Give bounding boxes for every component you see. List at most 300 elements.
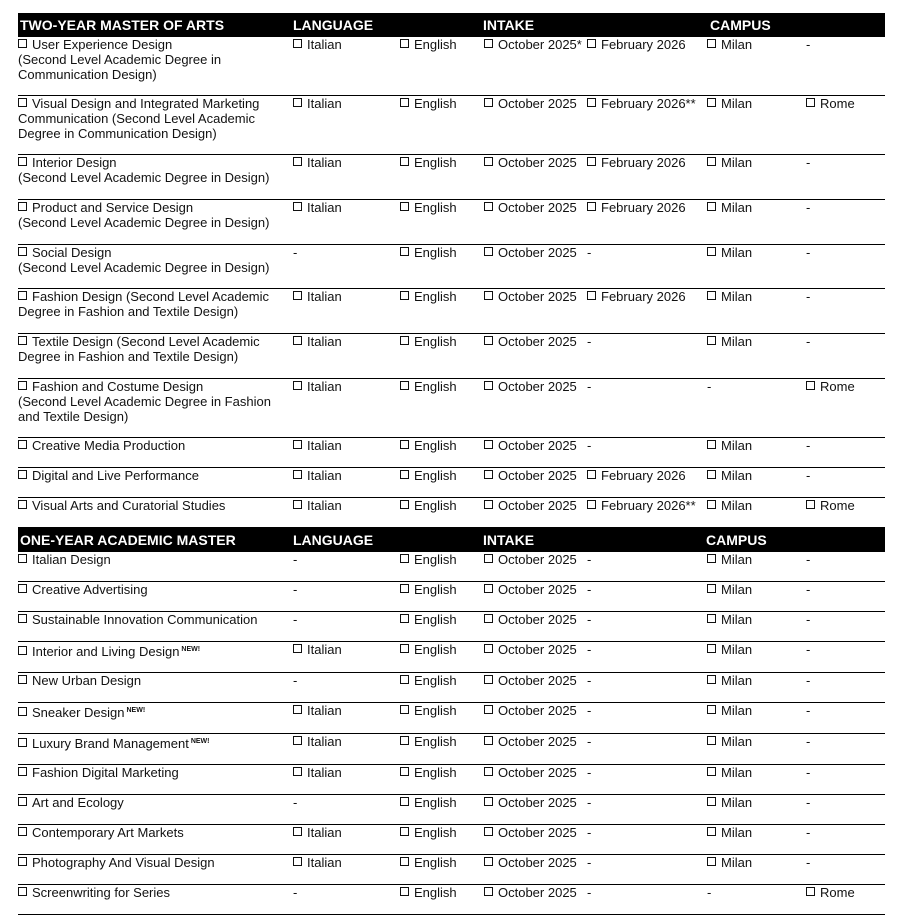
checkbox-icon[interactable] [293, 157, 302, 166]
checkbox-icon[interactable] [707, 767, 716, 776]
program-title: Art and Ecology [32, 795, 124, 810]
option-label: Italian [307, 438, 342, 453]
checkbox-icon[interactable] [18, 157, 27, 166]
checkbox-icon[interactable] [707, 705, 716, 714]
program-name[interactable] [18, 438, 290, 453]
language-english-option[interactable] [400, 885, 457, 900]
checkbox-icon[interactable] [587, 39, 596, 48]
intake-february-option[interactable] [587, 37, 686, 52]
intake-october-option[interactable] [484, 334, 577, 349]
program-name[interactable] [18, 734, 290, 751]
not-available-dash [293, 795, 297, 810]
campus-milan-option[interactable] [707, 855, 752, 870]
option-label: - [806, 334, 811, 349]
checkbox-icon[interactable] [707, 336, 716, 345]
language-english-option[interactable] [400, 334, 457, 349]
checkbox-icon[interactable] [18, 98, 27, 107]
program-name[interactable] [18, 155, 290, 185]
checkbox-icon[interactable] [806, 381, 815, 390]
checkbox-icon[interactable] [484, 336, 493, 345]
program-row [18, 673, 885, 703]
intake-february-option[interactable] [587, 498, 696, 513]
checkbox-icon[interactable] [400, 887, 409, 896]
checkbox-icon[interactable] [707, 736, 716, 745]
program-name[interactable] [18, 552, 290, 567]
checkbox-icon[interactable] [293, 767, 302, 776]
checkbox-icon[interactable] [484, 797, 493, 806]
checkbox-icon[interactable] [400, 39, 409, 48]
checkbox-icon[interactable] [806, 887, 815, 896]
language-italian-option[interactable] [293, 200, 342, 215]
option-label: - [806, 438, 811, 453]
option-label: October 2025 [498, 734, 577, 749]
checkbox-icon[interactable] [707, 584, 716, 593]
language-italian-option[interactable] [293, 289, 342, 304]
program-title: Social Design [32, 245, 112, 260]
intake-february-option[interactable] [587, 468, 686, 483]
language-english-option[interactable] [400, 96, 457, 111]
language-english-option[interactable] [400, 289, 457, 304]
checkbox-icon[interactable] [400, 381, 409, 390]
program-name[interactable] [18, 498, 290, 513]
language-english-option[interactable] [400, 498, 457, 513]
intake-october-option[interactable] [484, 438, 577, 453]
checkbox-icon[interactable] [18, 646, 27, 655]
checkbox-icon[interactable] [18, 500, 27, 509]
program-row [18, 642, 885, 673]
checkbox-icon[interactable] [400, 857, 409, 866]
campus-milan-option[interactable] [707, 582, 752, 597]
language-english-option[interactable] [400, 642, 457, 657]
intake-october-option[interactable] [484, 582, 577, 597]
option-label: English [414, 885, 457, 900]
checkbox-icon[interactable] [484, 554, 493, 563]
option-label: October 2025 [498, 642, 577, 657]
language-italian-option[interactable] [293, 468, 342, 483]
checkbox-icon[interactable] [293, 39, 302, 48]
checkbox-icon[interactable] [18, 381, 27, 390]
option-label: Italian [307, 855, 342, 870]
checkbox-icon[interactable] [400, 157, 409, 166]
checkbox-icon[interactable] [707, 157, 716, 166]
checkbox-icon[interactable] [484, 584, 493, 593]
campus-milan-option[interactable] [707, 245, 752, 260]
program-name[interactable] [18, 765, 290, 780]
checkbox-icon[interactable] [707, 500, 716, 509]
program-name[interactable] [18, 96, 290, 141]
not-available-dash [806, 642, 810, 657]
option-label: Italian [307, 155, 342, 170]
checkbox-icon[interactable] [707, 827, 716, 836]
option-label: Milan [721, 289, 753, 304]
campus-milan-option[interactable] [707, 552, 752, 567]
intake-october-option[interactable] [484, 795, 577, 810]
campus-milan-option[interactable] [707, 468, 752, 483]
checkbox-icon[interactable] [18, 291, 27, 300]
not-available-dash [806, 245, 810, 260]
intake-october-option[interactable] [484, 155, 577, 170]
intake-october-option[interactable] [484, 468, 577, 483]
program-name[interactable] [18, 379, 290, 424]
language-italian-option[interactable] [293, 334, 342, 349]
option-label: - [587, 334, 592, 349]
campus-rome-option[interactable] [806, 96, 855, 111]
language-english-option[interactable] [400, 438, 457, 453]
program-name[interactable] [18, 673, 290, 688]
checkbox-icon[interactable] [18, 887, 27, 896]
intake-october-option[interactable] [484, 552, 577, 567]
checkbox-icon[interactable] [293, 827, 302, 836]
checkbox-icon[interactable] [293, 500, 302, 509]
option-label: English [414, 96, 457, 111]
program-name[interactable] [18, 200, 290, 230]
campus-header: CAMPUS [710, 17, 771, 33]
checkbox-icon[interactable] [587, 291, 596, 300]
campus-milan-option[interactable] [707, 703, 752, 718]
checkbox-icon[interactable] [484, 644, 493, 653]
program-title: Textile Design (Second Level Academic Degree in Fashion and Textile Design) [18, 334, 260, 364]
language-italian-option[interactable] [293, 734, 342, 749]
language-italian-option[interactable] [293, 855, 342, 870]
checkbox-icon[interactable] [293, 202, 302, 211]
checkbox-icon[interactable] [707, 39, 716, 48]
checkbox-icon[interactable] [484, 736, 493, 745]
not-available-dash [806, 37, 810, 52]
checkbox-icon[interactable] [484, 98, 493, 107]
option-label: Milan [721, 155, 753, 170]
program-title: User Experience Design [32, 37, 173, 52]
program-name[interactable] [18, 334, 290, 364]
checkbox-icon[interactable] [806, 98, 815, 107]
program-row [18, 289, 885, 334]
option-label: - [293, 795, 298, 810]
intake-october-option[interactable] [484, 734, 577, 749]
checkbox-icon[interactable] [484, 381, 493, 390]
language-english-option[interactable] [400, 552, 457, 567]
option-label: Milan [721, 673, 753, 688]
intake-october-option[interactable] [484, 612, 577, 627]
checkbox-icon[interactable] [707, 202, 716, 211]
option-label: English [414, 642, 457, 657]
checkbox-icon[interactable] [707, 554, 716, 563]
option-label: - [587, 795, 592, 810]
checkbox-icon[interactable] [707, 675, 716, 684]
checkbox-icon[interactable] [484, 705, 493, 714]
option-label: October 2025 [498, 825, 577, 840]
option-label: - [806, 468, 811, 483]
language-english-option[interactable] [400, 37, 457, 52]
campus-milan-option[interactable] [707, 96, 752, 111]
language-italian-option[interactable] [293, 438, 342, 453]
intake-october-option[interactable] [484, 765, 577, 780]
language-english-option[interactable] [400, 703, 457, 718]
checkbox-icon[interactable] [18, 584, 27, 593]
checkbox-icon[interactable] [400, 554, 409, 563]
checkbox-icon[interactable] [707, 98, 716, 107]
program-name[interactable] [18, 37, 290, 82]
checkbox-icon[interactable] [484, 767, 493, 776]
campus-header: CAMPUS [706, 532, 767, 548]
checkbox-icon[interactable] [293, 736, 302, 745]
checkbox-icon[interactable] [293, 291, 302, 300]
checkbox-icon[interactable] [400, 767, 409, 776]
checkbox-icon[interactable] [587, 202, 596, 211]
checkbox-icon[interactable] [484, 202, 493, 211]
not-available-dash [806, 795, 810, 810]
language-italian-option[interactable] [293, 825, 342, 840]
checkbox-icon[interactable] [18, 857, 27, 866]
checkbox-icon[interactable] [400, 614, 409, 623]
option-label: October 2025 [498, 795, 577, 810]
intake-february-option[interactable] [587, 155, 686, 170]
not-available-dash [806, 552, 810, 567]
checkbox-icon[interactable] [18, 797, 27, 806]
checkbox-icon[interactable] [293, 336, 302, 345]
checkbox-icon[interactable] [400, 797, 409, 806]
intake-october-option[interactable] [484, 885, 577, 900]
language-english-option[interactable] [400, 855, 457, 870]
program-title: Screenwriting for Series [32, 885, 170, 900]
not-available-dash [293, 612, 297, 627]
checkbox-icon[interactable] [707, 614, 716, 623]
checkbox-icon[interactable] [400, 291, 409, 300]
language-english-option[interactable] [400, 765, 457, 780]
checkbox-icon[interactable] [484, 39, 493, 48]
language-english-option[interactable] [400, 245, 457, 260]
campus-milan-option[interactable] [707, 612, 752, 627]
option-label: Milan [721, 468, 753, 483]
program-name[interactable] [18, 795, 290, 810]
checkbox-icon[interactable] [400, 470, 409, 479]
language-english-option[interactable] [400, 155, 457, 170]
not-available-dash [806, 334, 810, 349]
language-italian-option[interactable] [293, 498, 342, 513]
option-label: October 2025 [498, 438, 577, 453]
language-english-option[interactable] [400, 673, 457, 688]
campus-rome-option[interactable] [806, 498, 855, 513]
program-name[interactable] [18, 885, 290, 900]
campus-milan-option[interactable] [707, 289, 752, 304]
option-label: English [414, 734, 457, 749]
checkbox-icon[interactable] [18, 738, 27, 747]
checkbox-icon[interactable] [587, 500, 596, 509]
program-name[interactable] [18, 289, 290, 319]
checkbox-icon[interactable] [293, 98, 302, 107]
intake-october-option[interactable] [484, 673, 577, 688]
checkbox-icon[interactable] [484, 887, 493, 896]
language-italian-option[interactable] [293, 155, 342, 170]
program-row [18, 855, 885, 885]
intake-february-option[interactable] [587, 200, 686, 215]
campus-milan-option[interactable] [707, 155, 752, 170]
campus-milan-option[interactable] [707, 334, 752, 349]
option-label: - [587, 825, 592, 840]
option-label: Milan [721, 765, 753, 780]
checkbox-icon[interactable] [707, 291, 716, 300]
checkbox-icon[interactable] [400, 500, 409, 509]
checkbox-icon[interactable] [400, 827, 409, 836]
checkbox-icon[interactable] [400, 336, 409, 345]
checkbox-icon[interactable] [707, 470, 716, 479]
language-english-option[interactable] [400, 825, 457, 840]
program-name[interactable] [18, 825, 290, 840]
campus-rome-option[interactable] [806, 379, 855, 394]
language-italian-option[interactable] [293, 96, 342, 111]
checkbox-icon[interactable] [18, 767, 27, 776]
campus-milan-option[interactable] [707, 825, 752, 840]
checkbox-icon[interactable] [293, 440, 302, 449]
checkbox-icon[interactable] [707, 797, 716, 806]
checkbox-icon[interactable] [18, 827, 27, 836]
checkbox-icon[interactable] [484, 247, 493, 256]
intake-october-option[interactable] [484, 642, 577, 657]
language-italian-option[interactable] [293, 642, 342, 657]
intake-october-option[interactable] [484, 200, 577, 215]
checkbox-icon[interactable] [18, 614, 27, 623]
checkbox-icon[interactable] [18, 39, 27, 48]
option-label: Italian [307, 498, 342, 513]
checkbox-icon[interactable] [484, 827, 493, 836]
checkbox-icon[interactable] [18, 440, 27, 449]
language-italian-option[interactable] [293, 703, 342, 718]
program-name[interactable] [18, 703, 290, 720]
checkbox-icon[interactable] [18, 675, 27, 684]
checkbox-icon[interactable] [400, 440, 409, 449]
not-available-dash [806, 673, 810, 688]
program-name[interactable] [18, 582, 290, 597]
option-label: Milan [721, 552, 753, 567]
intake-february-option[interactable] [587, 289, 686, 304]
intake-header: INTAKE [483, 532, 535, 548]
language-english-option[interactable] [400, 612, 457, 627]
program-row [18, 498, 885, 528]
checkbox-icon[interactable] [587, 157, 596, 166]
not-available-dash [587, 552, 591, 567]
intake-october-option[interactable] [484, 245, 577, 260]
checkbox-icon[interactable] [484, 470, 493, 479]
not-available-dash [806, 438, 810, 453]
program-row [18, 245, 885, 289]
checkbox-icon[interactable] [293, 644, 302, 653]
checkbox-icon[interactable] [484, 157, 493, 166]
checkbox-icon[interactable] [400, 202, 409, 211]
checkbox-icon[interactable] [293, 381, 302, 390]
checkbox-icon[interactable] [400, 705, 409, 714]
intake-october-option[interactable] [484, 498, 577, 513]
checkbox-icon[interactable] [707, 247, 716, 256]
option-label: Milan [721, 825, 753, 840]
language-english-option[interactable] [400, 795, 457, 810]
checkbox-icon[interactable] [707, 644, 716, 653]
intake-october-option[interactable] [484, 703, 577, 718]
not-available-dash [806, 703, 810, 718]
program-name[interactable] [18, 245, 290, 275]
checkbox-icon[interactable] [18, 554, 27, 563]
checkbox-icon[interactable] [587, 98, 596, 107]
checkbox-icon[interactable] [18, 470, 27, 479]
checkbox-icon[interactable] [400, 736, 409, 745]
campus-milan-option[interactable] [707, 765, 752, 780]
option-label: October 2025 [498, 855, 577, 870]
intake-february-option[interactable] [587, 96, 696, 111]
checkbox-icon[interactable] [400, 98, 409, 107]
checkbox-icon[interactable] [484, 440, 493, 449]
language-italian-option[interactable] [293, 37, 342, 52]
intake-october-option[interactable] [484, 379, 577, 394]
checkbox-icon[interactable] [484, 614, 493, 623]
language-english-option[interactable] [400, 200, 457, 215]
language-english-option[interactable] [400, 379, 457, 394]
program-name[interactable] [18, 612, 290, 627]
checkbox-icon[interactable] [293, 470, 302, 479]
campus-milan-option[interactable] [707, 37, 752, 52]
intake-october-option[interactable] [484, 96, 577, 111]
intake-october-option[interactable] [484, 825, 577, 840]
checkbox-icon[interactable] [293, 857, 302, 866]
campus-milan-option[interactable] [707, 734, 752, 749]
checkbox-icon[interactable] [484, 857, 493, 866]
language-english-option[interactable] [400, 734, 457, 749]
option-label: October 2025 [498, 155, 577, 170]
checkbox-icon[interactable] [18, 247, 27, 256]
checkbox-icon[interactable] [707, 440, 716, 449]
intake-october-option[interactable] [484, 289, 577, 304]
not-available-dash [587, 855, 591, 870]
campus-milan-option[interactable] [707, 498, 752, 513]
intake-october-option[interactable] [484, 855, 577, 870]
program-row [18, 795, 885, 825]
program-title: Sustainable Innovation Communication [32, 612, 258, 627]
option-label: February 2026** [601, 498, 696, 513]
campus-rome-option[interactable] [806, 885, 855, 900]
language-english-option[interactable] [400, 582, 457, 597]
option-label: - [587, 703, 592, 718]
intake-october-option[interactable] [484, 37, 582, 52]
checkbox-icon[interactable] [400, 247, 409, 256]
campus-milan-option[interactable] [707, 200, 752, 215]
program-name[interactable] [18, 642, 290, 659]
campus-milan-option[interactable] [707, 438, 752, 453]
program-name[interactable] [18, 468, 290, 483]
language-english-option[interactable] [400, 468, 457, 483]
checkbox-icon[interactable] [484, 500, 493, 509]
program-rows [18, 552, 885, 915]
language-italian-option[interactable] [293, 765, 342, 780]
checkbox-icon[interactable] [806, 500, 815, 509]
checkbox-icon[interactable] [707, 857, 716, 866]
campus-milan-option[interactable] [707, 673, 752, 688]
option-label: Rome [820, 498, 855, 513]
checkbox-icon[interactable] [484, 291, 493, 300]
checkbox-icon[interactable] [400, 644, 409, 653]
option-label: - [587, 245, 592, 260]
language-italian-option[interactable] [293, 379, 342, 394]
checkbox-icon[interactable] [484, 675, 493, 684]
checkbox-icon[interactable] [18, 336, 27, 345]
checkbox-icon[interactable] [293, 705, 302, 714]
option-label: - [587, 855, 592, 870]
option-label: Rome [820, 96, 855, 111]
program-name[interactable] [18, 855, 290, 870]
campus-milan-option[interactable] [707, 642, 752, 657]
checkbox-icon[interactable] [400, 584, 409, 593]
program-row [18, 438, 885, 468]
checkbox-icon[interactable] [587, 470, 596, 479]
checkbox-icon[interactable] [18, 707, 27, 716]
checkbox-icon[interactable] [18, 202, 27, 211]
checkbox-icon[interactable] [400, 675, 409, 684]
campus-milan-option[interactable] [707, 795, 752, 810]
